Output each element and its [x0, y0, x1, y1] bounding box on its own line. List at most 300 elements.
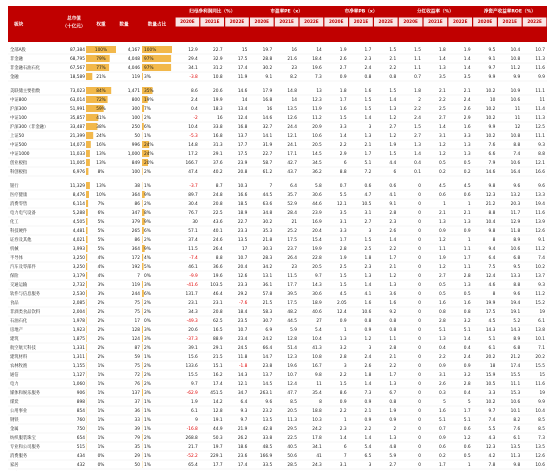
row-value: 11.8 [510, 229, 521, 234]
row-value: -7.6 [239, 301, 248, 306]
row-value: 2.2 [438, 98, 446, 103]
row-value: 4.8 [389, 445, 397, 450]
row-value: 1 [467, 238, 471, 243]
row-count: 300 [131, 107, 140, 112]
row-value: 24.1 [287, 143, 297, 148]
row-value: 8.9 [513, 238, 521, 243]
row-value: 19.6 [287, 364, 297, 369]
row-value: 12.4 [485, 274, 496, 279]
row-value: 28.3 [262, 256, 273, 261]
weight-bar [86, 254, 87, 261]
row-value: 12.6 [287, 116, 297, 121]
row-market-cap: 3,179 [72, 274, 85, 279]
row-value: 76.7 [188, 211, 198, 216]
row-value: 9.9 [513, 75, 521, 80]
row-value: 26.2 [237, 436, 248, 441]
row-value: 0.6 [389, 184, 397, 189]
row-weight: 3% [97, 283, 105, 288]
row-value: 6.8 [513, 256, 521, 261]
count-pct-bar [142, 335, 143, 342]
row-value: 15.5 [535, 364, 545, 369]
row-name: 煤炭 [10, 400, 19, 405]
row-value: 7.3 [364, 391, 372, 396]
row-market-cap: 3,250 [72, 265, 85, 270]
row-value: 37.4 [188, 238, 198, 243]
row-market-cap: 1,923 [72, 328, 85, 333]
row-value: 10.7 [535, 48, 545, 53]
row-weight: 59% [96, 107, 106, 112]
row-value: 1.2 [438, 152, 446, 157]
count-pct-bar [142, 299, 143, 306]
row-value: 10.3 [237, 184, 248, 189]
header-year-2021E: 2021E [353, 19, 369, 24]
row-weight: 77% [96, 66, 106, 71]
row-weight: 4% [97, 256, 105, 261]
row-value: 3.1 [438, 134, 446, 139]
row-value: 1.2 [389, 116, 397, 121]
row-market-cap: 63,014 [69, 98, 85, 103]
row-value: 19.9 [312, 247, 322, 252]
header-group-profit: 归母净利润同比（%） [189, 9, 236, 15]
row-value: 4.5 [438, 184, 446, 189]
row-count: 137 [131, 391, 140, 396]
row-value: 2.4 [463, 355, 471, 360]
row-value: 0.2 [438, 170, 446, 175]
row-name: 房地产 [10, 328, 23, 333]
row-value: 0.6 [463, 445, 471, 450]
row-value: 2.8 [463, 274, 471, 279]
row-value: 7.5 [488, 265, 496, 270]
row-value: 20.8 [213, 310, 223, 315]
row-value: 1.6 [438, 409, 446, 414]
row-value: 29.2 [237, 292, 248, 297]
row-count: 29 [134, 454, 140, 459]
row-market-cap: 1,127 [72, 373, 85, 378]
row-value: 34.3 [188, 310, 198, 315]
row-value: 15.5 [188, 373, 198, 378]
row-value: 2.3 [364, 265, 372, 270]
row-value: 4.3 [488, 436, 496, 441]
row-market-cap: 1,875 [72, 337, 85, 342]
row-value: 23 [291, 66, 297, 71]
row-value: 9.9 [488, 125, 496, 130]
row-market-cap: 1,311 [72, 355, 85, 360]
row-name: 建筑 [10, 337, 19, 342]
row-value: 30.6 [312, 193, 322, 198]
count-pct-bar [142, 434, 143, 441]
row-market-cap: 2,530 [72, 292, 85, 297]
row-value: 58.3 [262, 310, 273, 315]
row-value: 9.3 [240, 409, 248, 414]
row-value: 10.1 [510, 409, 521, 414]
weight-bar [86, 317, 87, 324]
row-count-pct: 6% [144, 292, 151, 297]
row-value: 6.1 [190, 409, 198, 414]
row-value: 7.3 [538, 436, 545, 441]
row-weight: 1% [97, 436, 105, 441]
row-value: 3.2 [463, 373, 471, 378]
row-value: 0 [418, 346, 421, 351]
row-weight: 100% [94, 48, 108, 53]
row-value: 0 [418, 364, 421, 369]
row-value: 1.7 [463, 409, 471, 414]
row-value: 11.2 [510, 66, 521, 71]
row-value: 13.5 [237, 238, 248, 243]
row-value: 1.1 [463, 247, 471, 252]
row-name: 纺织服装珠宝 [10, 436, 36, 441]
row-value: 16.8 [237, 125, 248, 130]
row-value: 1.3 [438, 66, 446, 71]
row-count: 996 [131, 143, 140, 148]
row-count: 1,471 [127, 89, 140, 94]
row-value: 2.6 [389, 229, 397, 234]
header-count-pct: 数量占比 [147, 22, 167, 28]
row-value: 0.3 [438, 391, 446, 396]
row-value: 21.6 [287, 57, 297, 62]
row-count-pct: 1% [144, 445, 151, 450]
row-value: 1.1 [463, 265, 471, 270]
row-value: 1.4 [339, 436, 347, 441]
weight-bar [86, 335, 87, 342]
row-name: 保险 [10, 274, 19, 279]
row-value: 8.5 [290, 400, 297, 405]
row-value: 3.1 [339, 220, 347, 225]
row-value: 1.4 [364, 382, 372, 387]
row-value: 17.4 [237, 463, 248, 468]
header-group-pe: 市盈率PE（x） [270, 9, 303, 15]
header-year-2022E: 2022E [304, 19, 319, 24]
row-value: 36.1 [262, 283, 273, 288]
row-value: 33.8 [213, 125, 223, 130]
row-value: 1.7 [364, 48, 372, 53]
row-value: 9.3 [538, 143, 545, 148]
weight-bar [86, 299, 87, 306]
row-market-cap: 654 [76, 436, 85, 441]
row-value: 2.7 [364, 220, 372, 225]
count-pct-bar [142, 344, 143, 351]
row-count-pct: 4% [144, 256, 151, 261]
row-value: 1.2 [463, 436, 471, 441]
row-value: 5.1 [463, 418, 471, 423]
row-value: -9.9 [189, 274, 198, 279]
row-value: 23.5 [237, 319, 248, 324]
row-name: 建筑材料 [10, 355, 28, 360]
row-value: 5.1 [463, 328, 471, 333]
row-value: 1.5 [389, 89, 397, 94]
row-value: 15.5 [510, 373, 521, 378]
row-value: 0.8 [364, 75, 372, 80]
row-value: 61.2 [262, 170, 273, 175]
row-value: 0.7 [438, 427, 446, 432]
row-value: 10.2 [485, 89, 496, 94]
row-value: 13.1 [262, 274, 273, 279]
row-value: 10.5 [485, 382, 496, 387]
row-value: 8.5 [538, 427, 545, 432]
row-count-pct: 24% [144, 143, 154, 148]
row-value: 1.4 [463, 337, 471, 342]
row-value: 14.7 [262, 355, 273, 360]
weight-bar [86, 245, 88, 252]
row-name: 通信 [10, 373, 19, 378]
row-value: 3.3 [488, 391, 496, 396]
weight-bar [86, 263, 87, 270]
row-count: 39 [134, 427, 140, 432]
row-value: 14.6 [262, 116, 273, 121]
row-value: 0 [418, 391, 421, 396]
row-value: 8.8 [513, 143, 521, 148]
row-value: 3 [368, 229, 372, 234]
weight-bar [86, 191, 89, 198]
row-value: 34.1 [188, 66, 198, 71]
row-value: 0 [418, 319, 421, 324]
row-value: 32.9 [213, 57, 223, 62]
row-value: 31.2 [213, 66, 223, 71]
row-value: 0 [418, 301, 421, 306]
row-value: 19.9 [213, 98, 223, 103]
row-value: 8.2 [290, 75, 297, 80]
row-value: 17.2 [188, 152, 198, 157]
row-value: 0 [418, 265, 421, 270]
row-name: 机械 [10, 247, 19, 252]
row-value: 16 [266, 107, 273, 112]
row-value: 1 [343, 418, 347, 423]
row-market-cap: 432 [76, 463, 85, 468]
row-value: -62.9 [186, 391, 198, 396]
row-market-cap: 5,288 [72, 211, 85, 216]
row-value: 1.4 [438, 125, 446, 130]
row-value: 12.3 [485, 445, 496, 450]
row-value: 4.6 [488, 283, 496, 288]
row-market-cap: 1,978 [72, 319, 85, 324]
row-value: 2.8 [389, 346, 397, 351]
row-count-pct: 2% [144, 436, 151, 441]
row-value: 34.2 [262, 265, 273, 270]
row-value: 14.3 [312, 283, 322, 288]
row-value: 23.8 [262, 364, 273, 369]
row-value: 9.6 [513, 292, 521, 297]
row-count: 244 [131, 292, 140, 297]
count-pct-bar [142, 308, 143, 315]
row-value: 0 [418, 382, 421, 387]
row-weight: 7% [97, 202, 105, 207]
row-value: 0.1 [414, 170, 421, 175]
row-value: 14.6 [237, 89, 248, 94]
row-value: 31.3 [213, 143, 223, 148]
row-value: 7.6 [488, 143, 496, 148]
row-name: 金属 [10, 427, 19, 432]
row-market-cap: 67,567 [69, 66, 85, 71]
row-value: 0.8 [463, 310, 471, 315]
row-value: 50.3 [213, 436, 223, 441]
row-value: 20.6 [213, 89, 223, 94]
row-value: -16.8 [186, 427, 198, 432]
row-name: 汽车及零部件 [10, 265, 36, 270]
row-market-cap: 51,991 [69, 107, 85, 112]
row-weight: 0% [97, 454, 105, 459]
row-value: 63.6 [262, 202, 273, 207]
row-value: 11.5 [287, 274, 297, 279]
row-value: 1.3 [364, 274, 372, 279]
row-market-cap: 750 [76, 427, 85, 432]
header-year-2020E: 2020E [403, 19, 418, 24]
row-value: 0 [418, 418, 421, 423]
row-value: 15.4 [312, 238, 322, 243]
weight-bar [86, 326, 87, 333]
row-value: 20.4 [312, 229, 322, 234]
row-value: 0 [418, 292, 421, 297]
row-value: 17.4 [213, 382, 223, 387]
row-value: 6 [343, 161, 347, 166]
row-value: 13.5 [262, 418, 273, 423]
row-count-pct: 2% [144, 364, 151, 369]
row-value: 1.7 [389, 256, 397, 261]
row-name: 消费零售 [10, 202, 28, 207]
row-count-pct: 2% [144, 301, 151, 306]
row-name: 石油石化 [10, 319, 28, 324]
row-value: 19.6 [213, 274, 223, 279]
row-value: 0.8 [389, 319, 397, 324]
row-weight: 10% [96, 193, 106, 198]
count-pct-bar [142, 281, 143, 288]
row-value: 20.5 [312, 143, 322, 148]
weight-bar [86, 132, 93, 139]
header-board: 板块 [14, 22, 24, 28]
row-value: 2.5 [438, 107, 446, 112]
row-weight: 24% [96, 134, 106, 139]
row-value: 19.9 [485, 301, 496, 306]
row-value: 0 [418, 463, 421, 468]
row-value: 1.3 [463, 152, 471, 157]
row-value: 1.5 [414, 125, 421, 130]
row-value: 44.5 [287, 319, 297, 324]
row-value: 1.5 [339, 283, 347, 288]
row-value: 6.7 [389, 391, 397, 396]
row-count-pct: 0% [144, 274, 151, 279]
row-value: 20.2 [535, 355, 545, 360]
row-weight: 2% [97, 346, 105, 351]
row-count: 36 [134, 409, 140, 414]
row-value: 30 [192, 220, 198, 225]
row-value: 1.2 [389, 134, 397, 139]
row-value: 2.3 [364, 57, 372, 62]
row-value: 10.5 [361, 202, 372, 207]
row-value: 10 [489, 98, 496, 103]
row-count: 7 [137, 274, 140, 279]
row-value: 1.8 [364, 373, 372, 378]
row-value: 14.3 [510, 328, 521, 333]
row-value: 28.8 [262, 57, 273, 62]
row-value: 22.7 [262, 152, 273, 157]
row-value: 1.3 [463, 143, 471, 148]
row-value: 8.2 [513, 418, 521, 423]
row-value: 16.8 [213, 134, 223, 139]
row-value: 6.1 [513, 436, 521, 441]
row-value: 166.7 [185, 161, 198, 166]
row-value: 13.4 [237, 107, 248, 112]
row-value: 43.7 [287, 170, 297, 175]
row-value: -7.4 [189, 256, 198, 261]
row-count-pct: 3% [144, 283, 151, 288]
row-value: 13.7 [237, 134, 248, 139]
row-market-cap: 6,114 [72, 202, 85, 207]
row-value: 9.6 [265, 400, 273, 405]
row-value: 2.7 [438, 116, 446, 121]
row-value: 11.3 [535, 57, 545, 62]
row-name: 消费服务 [10, 454, 28, 459]
header-market-cap: 总市值 [67, 16, 81, 22]
row-market-cap: 4,481 [72, 229, 85, 234]
row-count-pct: 2% [144, 382, 151, 387]
row-value: 1.8 [339, 89, 347, 94]
row-value: 18.9 [237, 211, 248, 216]
row-value: 21.5 [262, 301, 273, 306]
row-value: 0 [418, 400, 421, 405]
row-value: 1.4 [414, 152, 421, 157]
row-value: 10.4 [188, 125, 198, 130]
row-value: 5.1 [438, 418, 446, 423]
count-pct-bar [142, 380, 143, 387]
row-weight: 1% [97, 400, 105, 405]
row-value: 0.9 [339, 75, 347, 80]
row-value: 15.3 [510, 391, 521, 396]
row-name: 半导体 [10, 256, 23, 261]
row-value: 2.1 [438, 89, 446, 94]
row-count: 76 [134, 382, 140, 387]
row-value: 1.2 [438, 238, 446, 243]
row-value: 9.1 [389, 202, 397, 207]
row-value: 4.1 [389, 193, 397, 198]
row-name: 证券及其他 [10, 238, 32, 243]
row-value: 2 [418, 98, 421, 103]
weight-bar [86, 308, 87, 315]
row-value: 17.7 [287, 283, 297, 288]
row-value: 0 [418, 274, 421, 279]
row-name: 全部A股 [10, 48, 26, 53]
row-count: 72 [134, 373, 140, 378]
row-value: 1.9 [389, 409, 397, 414]
row-name: 中证1000 [10, 152, 30, 157]
row-value: 2.4 [190, 98, 198, 103]
row-name: 家居 [10, 463, 19, 468]
row-value: -37.3 [186, 337, 198, 342]
row-market-cap: 33,487 [69, 125, 85, 130]
row-weight: 2% [97, 301, 105, 306]
row-value: 29.1 [213, 152, 223, 157]
row-value: 10.2 [485, 400, 496, 405]
row-value: 14.1 [262, 134, 273, 139]
row-value: 8 [492, 238, 496, 243]
row-value: 1.2 [364, 337, 372, 342]
row-value: 10.6 [361, 310, 372, 315]
row-value: 21.8 [262, 238, 273, 243]
row-value: 23 [291, 265, 297, 270]
row-value: 40.1 [213, 229, 223, 234]
row-name: 科创板指 [10, 170, 28, 175]
row-value: 16 [291, 48, 297, 53]
row-value: 33.8 [262, 436, 273, 441]
row-count: 364 [131, 247, 140, 252]
row-value: 10.6 [510, 400, 521, 405]
row-value: 4.1 [364, 292, 372, 297]
row-value: 1.5 [364, 98, 372, 103]
weight-bar [86, 290, 87, 297]
row-weight: 3% [97, 292, 105, 297]
row-weight: 4% [97, 265, 105, 270]
row-value: 17.5 [237, 152, 248, 157]
row-value: 2.9 [339, 152, 347, 157]
row-count-pct: 6% [144, 229, 151, 234]
row-value: 6.9 [265, 328, 273, 333]
